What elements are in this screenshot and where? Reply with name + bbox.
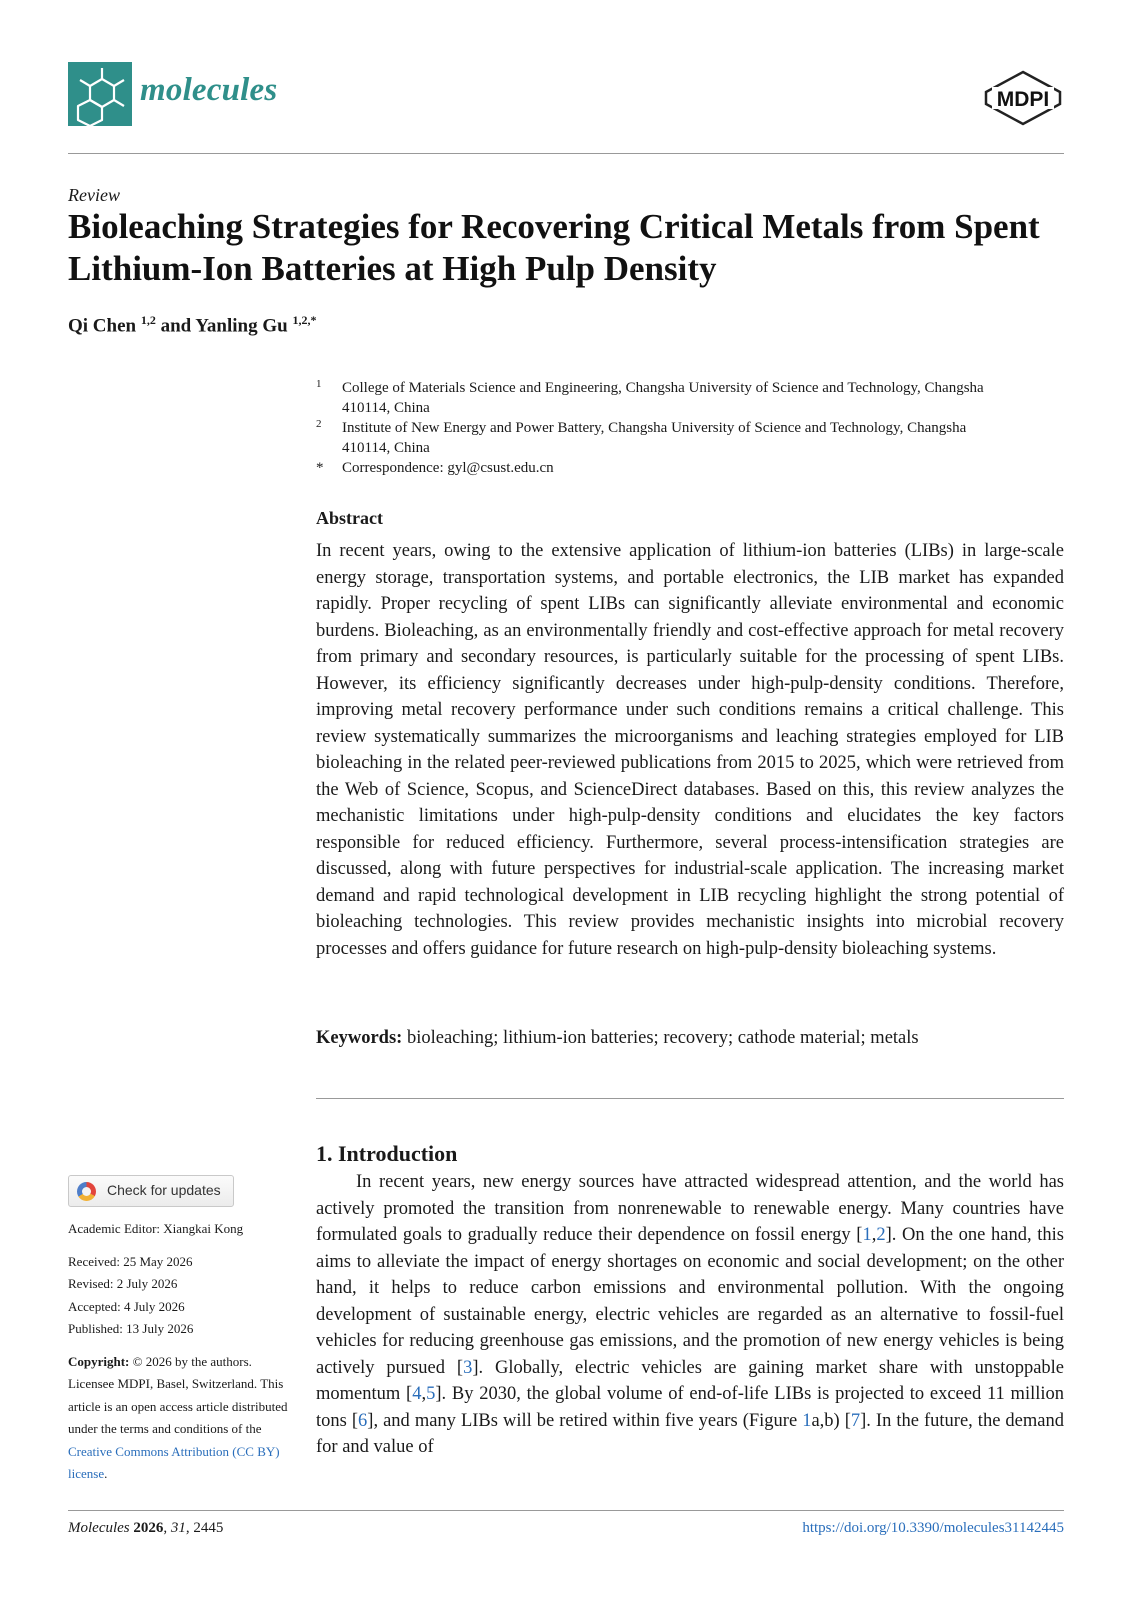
date-received: Received: 25 May 2026 xyxy=(68,1253,193,1269)
affiliation-item xyxy=(316,378,1016,418)
date-revised: Revised: 2 July 2026 xyxy=(68,1276,178,1291)
copyright-notice xyxy=(68,1351,288,1486)
intro-text-run: a,b) [ xyxy=(811,1410,851,1431)
intro-text-run: , xyxy=(871,1225,877,1245)
academic-editor: Academic Editor: Xiangkai Kong xyxy=(68,1221,244,1236)
affiliation-mark: * xyxy=(316,460,324,476)
date-published: Published: 13 July 2026 xyxy=(68,1321,194,1336)
citation-link[interactable]: 1 xyxy=(862,1225,872,1245)
license-end: . xyxy=(104,1466,108,1481)
citation-link[interactable]: 2 xyxy=(876,1225,886,1245)
copyright-label: Copyright: xyxy=(68,1353,130,1369)
doi-link[interactable]: https://doi.org/10.3390/molecules31142445 xyxy=(802,1520,1064,1536)
intro-text-run: ]. In the future, the demand for and value of xyxy=(316,1410,1064,1457)
author-connector: and xyxy=(160,315,192,337)
affiliation-mark: 2 xyxy=(316,418,322,430)
footer-article-no: 2445 xyxy=(193,1520,224,1536)
citation-link[interactable]: 7 xyxy=(850,1410,861,1431)
intro-text-run: ]. On the one hand, this aims to alleviate the impact of energy shortages on economic and social development; on the other hand, it helps to reduce carbon emissions and environmental pollution. With the ongoing development of sustainable energy, electric vehicles are regarded as an alternative to fossil-fuel vehicles for reducing greenhouse gas emissions, and the promotion of new energy vehicles is being actively pursued [ xyxy=(316,1225,1064,1378)
citation-footer xyxy=(68,1520,223,1537)
author-affil-sup: 1,2,* xyxy=(292,313,317,327)
introduction-body xyxy=(316,1169,1064,1461)
journal-name: molecules xyxy=(140,72,278,108)
correspondence-item xyxy=(316,458,1016,478)
journal-header xyxy=(68,62,1064,128)
section-heading-introduction: 1. Introduction xyxy=(316,1141,458,1166)
copyright-text: © 2026 by the authors. Licensee MDPI, Basel, Switzerland. This article is an open access article distributed under the terms and conditions of the xyxy=(68,1353,288,1436)
affiliations xyxy=(316,378,1016,478)
check-updates-icon xyxy=(77,1182,96,1201)
citation-link[interactable]: 4 xyxy=(412,1384,422,1404)
keywords-text: bioleaching; lithium-ion batteries; recovery; cathode material; metals xyxy=(406,1028,919,1048)
author-name: Yanling Gu xyxy=(195,315,288,337)
keywords xyxy=(316,1028,1064,1049)
mdpi-logo-text: MDPI xyxy=(996,88,1050,111)
author-list xyxy=(68,313,316,337)
mdpi-logo xyxy=(982,70,1064,126)
footer-divider xyxy=(68,1510,1064,1511)
correspondence-text[interactable]: Correspondence: gyl@csust.edu.cn xyxy=(342,460,554,476)
citation-link[interactable]: 5 xyxy=(426,1384,436,1404)
intro-text-run: ]. By 2030, the global volume of end-of-life LIBs is projected to exceed 11 million tons [ xyxy=(316,1384,1065,1431)
citation-link[interactable]: 6 xyxy=(358,1410,368,1431)
article-type: Review xyxy=(68,185,120,205)
author-name: Qi Chen xyxy=(68,315,137,337)
affiliation-item xyxy=(316,418,1016,458)
citation-link[interactable]: 3 xyxy=(463,1357,473,1378)
author-affil-sup: 1,2 xyxy=(140,313,156,327)
article-info-sidebar xyxy=(68,1218,288,1486)
intro-text-run: ], and many LIBs will be retired within five years (Figure xyxy=(367,1410,803,1431)
license-link[interactable]: Creative Commons Attribution (CC BY) license xyxy=(68,1443,280,1481)
citation-link[interactable]: 1 xyxy=(802,1410,812,1431)
journal-logo xyxy=(68,62,132,126)
intro-text-run: , xyxy=(421,1384,427,1404)
footer-journal: Molecules xyxy=(68,1520,130,1536)
header-divider xyxy=(68,153,1064,154)
abstract-heading: Abstract xyxy=(316,508,383,528)
footer-sep: , xyxy=(185,1520,194,1536)
abstract-body: In recent years, owing to the extensive application of lithium-ion batteries (LIBs) in large-scale energy storage, transportation systems, and portable electronics, the LIB market has expanded rapidly. Proper recycling of spent LIBs can significantly alleviate environmental and economic burdens. Bioleaching, as an environmentally friendly and cost-effective approach for metal recovery from primary and secondary resources, is particularly suitable for the processing of spent LIBs. However, its efficiency significantly decreases under high-pulp-density conditions. Therefore, improving metal recovery performance under such conditions remains a critical challenge. This review systematically summarizes the microorganisms and leaching strategies employed for LIB bioleaching in the related peer-reviewed publications from 2015 to 2025, which were retrieved from the Web of Science, Scopus, and ScienceDirect databases. Based on this, this review analyzes the mechanistic limitations under high-pulp-density conditions and elucidates the key factors responsible for reduced efficiency. Furthermore, several process-intensification strategies are discussed, along with future perspectives for industrial-scale application. The increasing market demand and rapid technological development in LIB recycling highlight the strong potential of bioleaching technologies. This review provides mechanistic insights into microbial recovery processes and offers guidance for future research on high-pulp-density bioleaching systems. xyxy=(316,541,1064,959)
affiliation-text: College of Materials Science and Engineering, Changsha University of Science and Technology, Changsha 410114, China xyxy=(342,380,984,416)
check-for-updates-label: Check for updates xyxy=(107,1182,221,1198)
section-divider xyxy=(316,1098,1064,1099)
molecule-hexagon-icon xyxy=(68,62,132,126)
intro-text-run: ]. Globally, electric vehicles are gaining market share with unstoppable momentum [ xyxy=(316,1357,1065,1404)
intro-text-run: In recent years, new energy sources have attracted widespread attention, and the world has actively promoted the transition from nonrenewable to renewable energy. Many countries have formulated goals to gradually reduce their dependence on fossil energy [ xyxy=(316,1172,1064,1245)
date-accepted: Accepted: 4 July 2026 xyxy=(68,1298,185,1314)
footer-volume: 31 xyxy=(170,1520,186,1536)
check-for-updates-button[interactable] xyxy=(68,1175,234,1207)
footer-year: 2026 xyxy=(133,1520,164,1536)
article-title: Bioleaching Strategies for Recovering Critical Metals from Spent Lithium-Ion Batteries at High Pulp Density xyxy=(68,207,1040,288)
affiliation-mark: 1 xyxy=(316,378,322,390)
affiliation-text: Institute of New Energy and Power Battery, Changsha University of Science and Technology, Changsha 410114, China xyxy=(342,420,967,456)
footer-sep: , xyxy=(163,1520,171,1536)
keywords-label: Keywords: xyxy=(316,1028,403,1048)
